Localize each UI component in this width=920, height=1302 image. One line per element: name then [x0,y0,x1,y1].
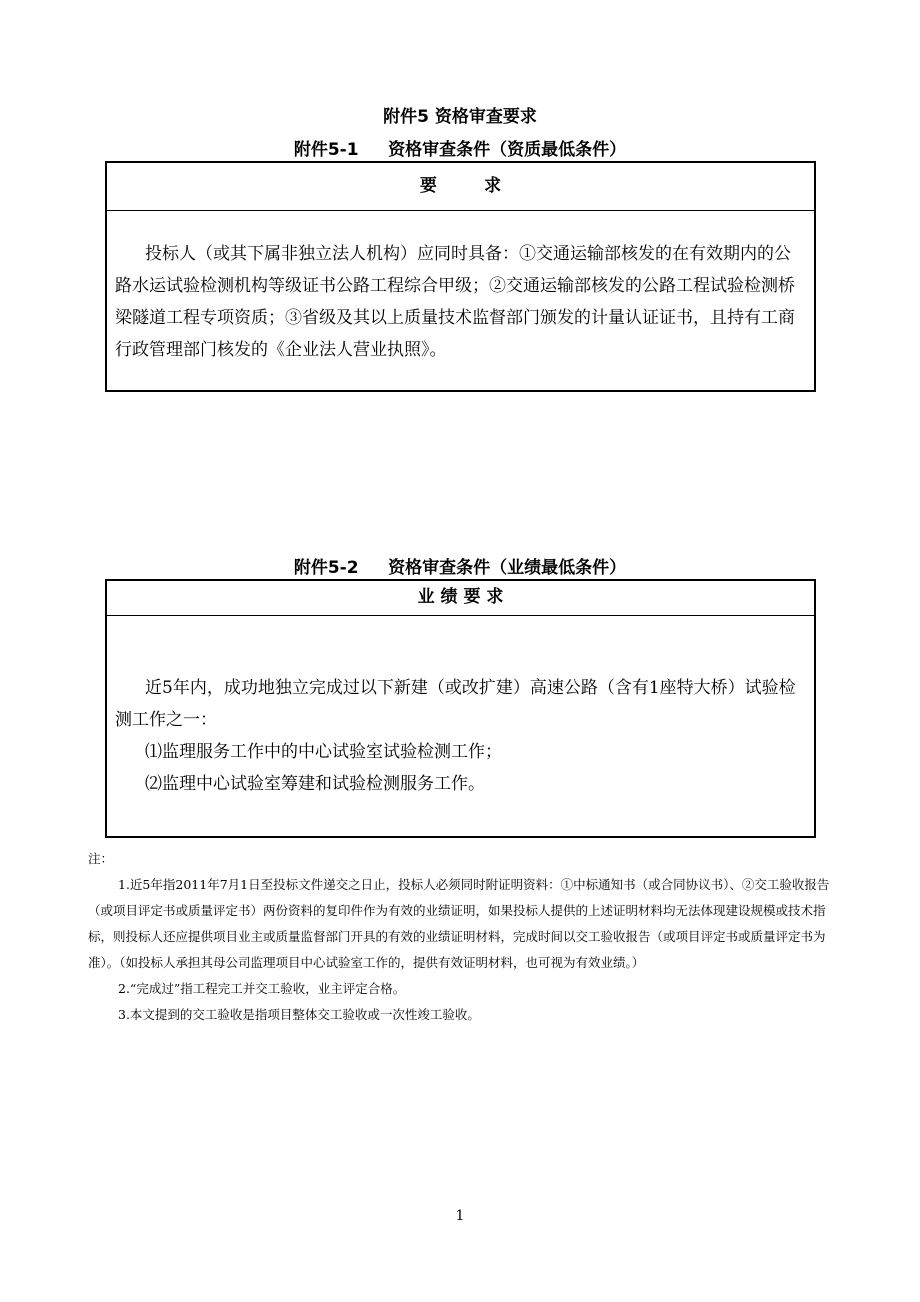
section1-table-body [107,211,814,366]
section2-table [105,579,816,838]
note-item-3: 3.本文提到的交工验收是指项目整体交工验收或一次性竣工验收。 [118,1007,480,1022]
section2-title: 附件5-2 资格审查条件（业绩最低条件） [293,558,627,578]
section2-item-1: ⑴监理服务工作中的中心试验室试验检测工作； [145,742,502,762]
document-heading: 附件5 资格审查要求 [383,107,537,127]
section1-requirement-text: 投标人（或其下属非独立法人机构）应同时具备：①交通运输部核发的在有效期内的公路水运试验检测机构等级证书公路工程综合甲级；②交通运输部核发的公路工程试验检测桥梁隧道工程专项资质；③省级及其以上质量技术监督部门颁发的计量认证证书，且持有工商行政管理部门核发的《企业法人营业执照》。 [115,244,795,360]
notes-section [88,846,833,1028]
section2-table-body [107,616,814,800]
notes-label: 注： [88,851,114,866]
section1-title: 附件5-1 资格审查条件（资质最低条件） [293,140,627,160]
section2-table-header: 业 绩 要 求 [107,581,814,616]
note-item-1: 1.近5年指2011年7月1日至投标文件递交之日止，投标人必须同时附证明资料：①中标通知书（或合同协议书）、②交工验收报告（或项目评定书或质量评定书）两份资料的复印件作为有效的业绩证明，如果投标人提供的上述证明材料均无法体现建设规模或技术指标，则投标人还应提供项目业主或质量监督部门开具的有效的业绩证明材料，完成时间以交工验收报告（或项目评定书或质量评定书为准）。（如投标人承担其母公司监理项目中心试验室工作的，提供有效证明材料，也可视为有效业绩。） [88,877,830,970]
page-number: 1 [455,1208,465,1224]
section2-item-2: ⑵监理中心试验室筹建和试验检测服务工作。 [145,774,485,794]
note-item-2: 2.“完成过”指工程完工并交工验收，业主评定合格。 [118,981,406,996]
section2-intro-text: 近5年内，成功地独立完成过以下新建（或改扩建）高速公路（含有1座特大桥）试验检测工作之一： [115,678,796,730]
section1-table-header: 要 求 [107,163,814,211]
section1-table [105,161,816,392]
